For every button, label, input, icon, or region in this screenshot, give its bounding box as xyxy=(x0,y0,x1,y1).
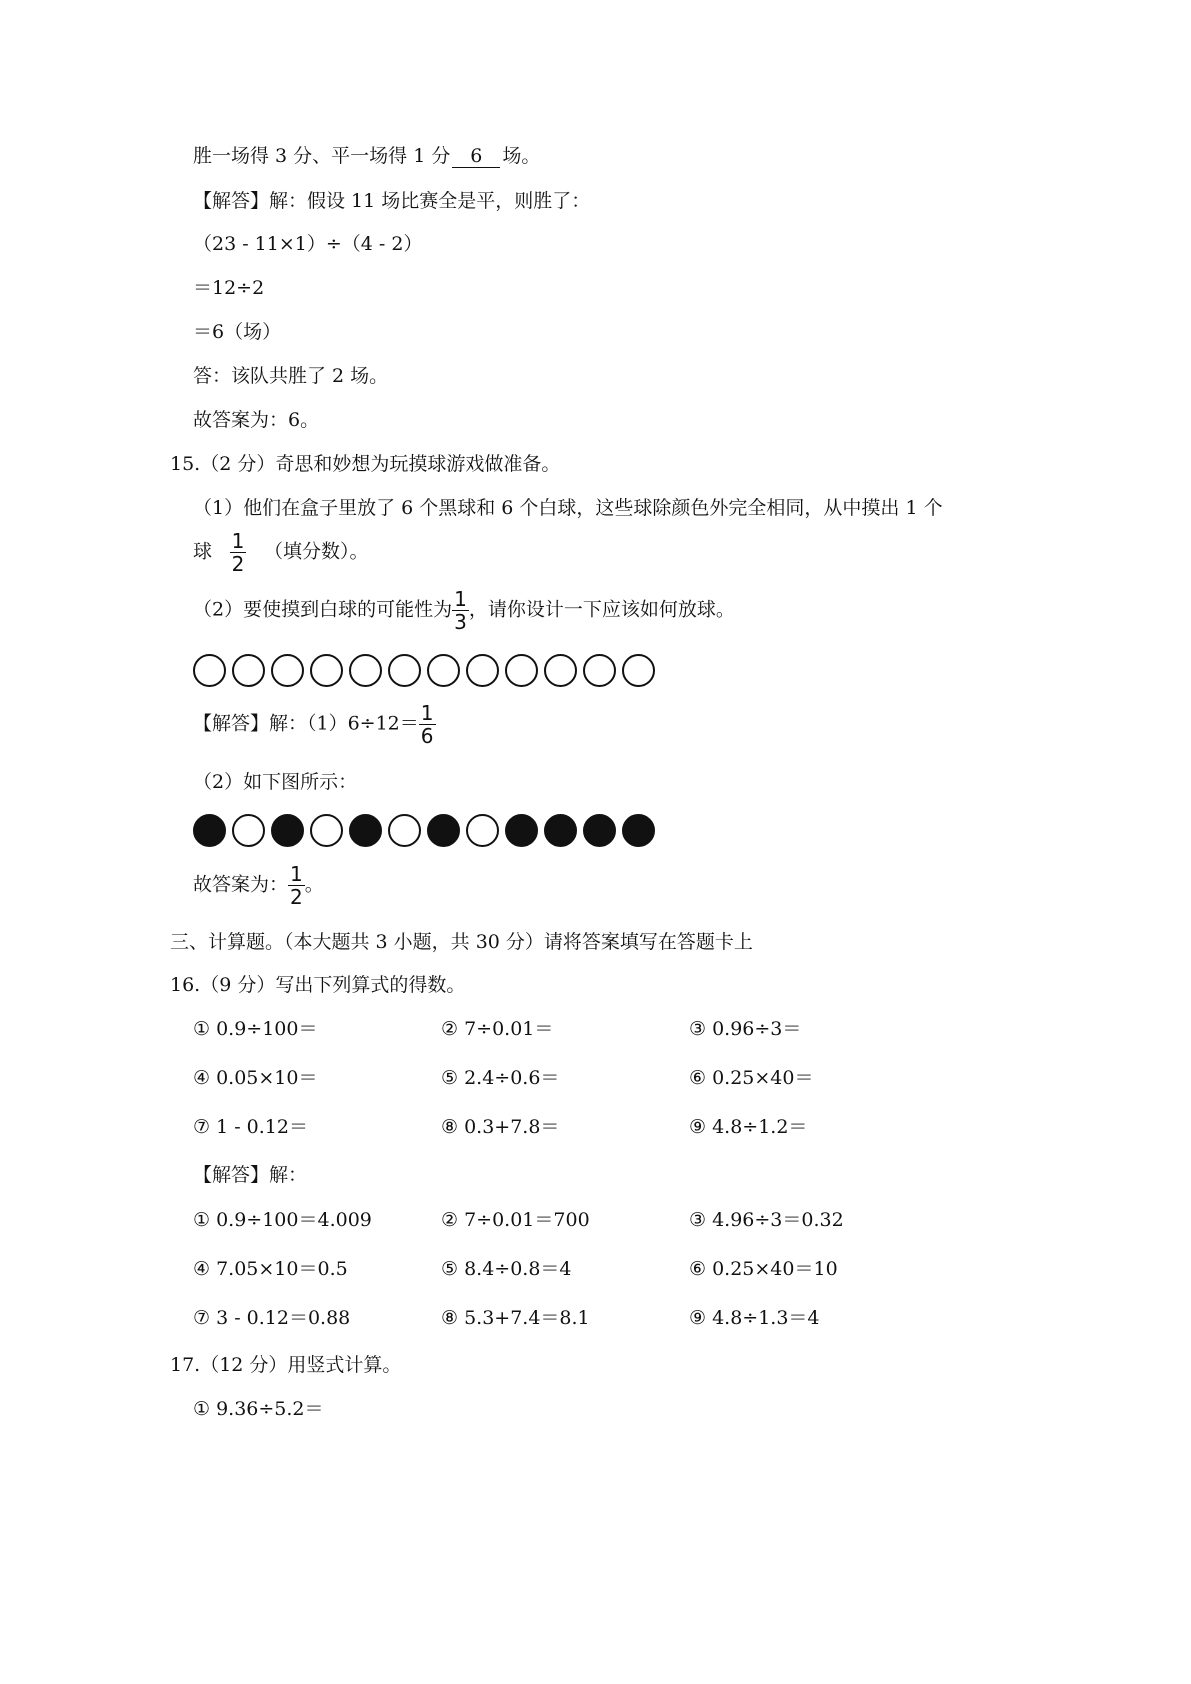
q16-answer-2: ② 7÷0.01＝700 xyxy=(441,1209,590,1231)
q16-answer-9: ⑨ 4.8÷1.3＝4 xyxy=(689,1307,820,1329)
white-ball-icon xyxy=(583,654,616,687)
q16-answer-7: ⑦ 3 - 0.12＝0.88 xyxy=(193,1307,351,1329)
white-ball-icon xyxy=(466,814,499,847)
white-ball-icon xyxy=(466,654,499,687)
white-ball-icon xyxy=(388,814,421,847)
q14-answer-line: 答：该队共胜了 2 场。 xyxy=(193,365,389,387)
white-ball-icon xyxy=(232,654,265,687)
white-ball-icon xyxy=(388,654,421,687)
black-ball-icon xyxy=(505,814,538,847)
q16-answer-4: ④ 7.05×10＝0.5 xyxy=(193,1258,348,1280)
q14-line xyxy=(193,143,540,169)
q14-answer-blank: 6 xyxy=(452,145,500,168)
q16-item-8: ⑧ 0.3+7.8＝ xyxy=(441,1116,560,1138)
fraction-denominator: 2 xyxy=(290,885,303,909)
q16-answer-8: ⑧ 5.3+7.4＝8.1 xyxy=(441,1307,590,1329)
q15-part1-suffix: （填分数）。 xyxy=(264,540,369,563)
fraction-denominator: 3 xyxy=(454,610,467,634)
q15-answer-balls-row xyxy=(193,814,655,847)
black-ball-icon xyxy=(544,814,577,847)
q14-step-3: ＝6（场） xyxy=(193,321,282,343)
q16-item-6: ⑥ 0.25×40＝ xyxy=(689,1067,814,1089)
q17-item-1: ① 9.36÷5.2＝ xyxy=(193,1398,324,1420)
q17-title: 17.（12 分）用竖式计算。 xyxy=(170,1354,402,1376)
q14-step-2: ＝12÷2 xyxy=(193,277,265,299)
q15-part2-fraction xyxy=(452,588,469,633)
white-ball-icon xyxy=(622,654,655,687)
q15-part1-answer-line xyxy=(193,530,369,575)
q15-part1-blank xyxy=(212,530,264,575)
q15-part2-prefix: （2）要使摸到白球的可能性为 xyxy=(193,598,453,621)
q15-final-prefix: 故答案为： xyxy=(193,873,289,896)
q15-solution-fraction xyxy=(419,702,436,747)
q15-part2-line xyxy=(193,588,735,633)
white-ball-icon xyxy=(310,814,343,847)
q16-item-7: ⑦ 1 - 0.12＝ xyxy=(193,1116,308,1138)
fraction-numerator: 1 xyxy=(454,587,467,611)
fraction-numerator: 1 xyxy=(231,529,245,553)
q15-final-suffix: 。 xyxy=(304,873,324,896)
white-ball-icon xyxy=(427,654,460,687)
white-ball-icon xyxy=(232,814,265,847)
q16-solution-heading: 【解答】解： xyxy=(193,1164,308,1186)
q15-part1-text: （1）他们在盒子里放了 6 个黑球和 6 个白球，这些球除颜色外完全相同，从中摸出 1 个 xyxy=(193,497,943,519)
fraction-denominator: 2 xyxy=(231,552,245,576)
q16-answer-5: ⑤ 8.4÷0.8＝4 xyxy=(441,1258,572,1280)
black-ball-icon xyxy=(583,814,616,847)
q16-item-5: ⑤ 2.4÷0.6＝ xyxy=(441,1067,560,1089)
q14-text-a: 胜一场得 3 分、平一场得 1 分 xyxy=(193,145,451,167)
section-3-heading: 三、计算题。（本大题共 3 小题，共 30 分）请将答案填写在答题卡上 xyxy=(170,931,753,953)
q15-title: 15.（2 分）奇思和妙想为玩摸球游戏做准备。 xyxy=(170,453,561,475)
q14-solution-heading: 【解答】解：假设 11 场比赛全是平，则胜了： xyxy=(193,190,591,212)
q14-final-answer: 故答案为：6。 xyxy=(193,409,320,431)
white-ball-icon xyxy=(505,654,538,687)
q15-solution-part2: （2）如下图所示： xyxy=(193,771,358,793)
q16-title: 16.（9 分）写出下列算式的得数。 xyxy=(170,974,466,996)
q16-item-4: ④ 0.05×10＝ xyxy=(193,1067,318,1089)
q16-item-2: ② 7÷0.01＝ xyxy=(441,1018,554,1040)
q16-answer-6: ⑥ 0.25×40＝10 xyxy=(689,1258,838,1280)
black-ball-icon xyxy=(193,814,226,847)
q15-final-fraction xyxy=(288,863,305,908)
white-ball-icon xyxy=(310,654,343,687)
white-ball-icon xyxy=(349,654,382,687)
fraction-numerator: 1 xyxy=(290,862,303,886)
white-ball-icon xyxy=(193,654,226,687)
q16-answer-3: ③ 4.96÷3＝0.32 xyxy=(689,1209,844,1231)
black-ball-icon xyxy=(427,814,460,847)
q15-part1-fraction xyxy=(230,530,247,575)
q15-part1-prefix: 球 xyxy=(193,540,213,563)
q14-text-b: 场。 xyxy=(502,145,541,167)
white-ball-icon xyxy=(544,654,577,687)
fraction-denominator: 6 xyxy=(420,724,434,748)
black-ball-icon xyxy=(271,814,304,847)
q15-solution-line xyxy=(193,702,436,747)
white-ball-icon xyxy=(271,654,304,687)
black-ball-icon xyxy=(349,814,382,847)
q16-answer-1: ① 0.9÷100＝4.009 xyxy=(193,1209,372,1231)
q16-item-3: ③ 0.96÷3＝ xyxy=(689,1018,802,1040)
q15-solution-prefix: 【解答】解：（1）6÷12＝ xyxy=(193,712,419,735)
q15-blank-balls-row xyxy=(193,654,655,687)
q16-item-9: ⑨ 4.8÷1.2＝ xyxy=(689,1116,808,1138)
black-ball-icon xyxy=(622,814,655,847)
fraction-numerator: 1 xyxy=(420,701,434,725)
q15-final-answer-line xyxy=(193,863,324,908)
q14-step-1: （23 - 11×1）÷（4 - 2） xyxy=(193,233,423,255)
q16-item-1: ① 0.9÷100＝ xyxy=(193,1018,318,1040)
q15-part2-suffix: ，请你设计一下应该如何放球。 xyxy=(468,598,735,621)
